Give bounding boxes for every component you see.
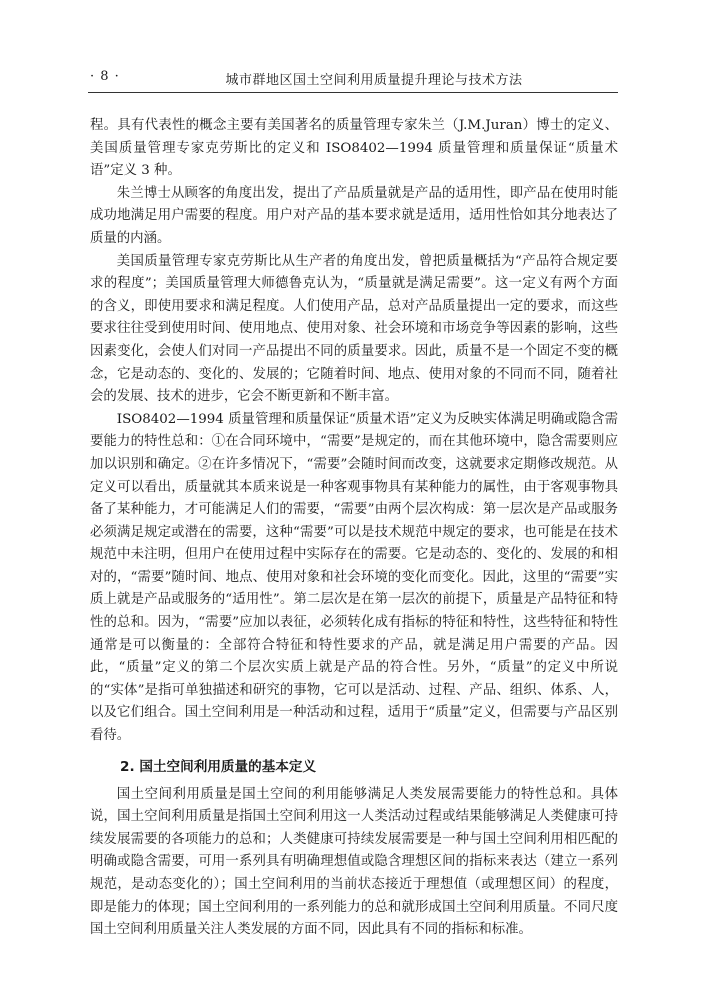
section-heading: 2. 国土空间利用质量的基本定义: [120, 758, 317, 775]
page-header: [90, 66, 618, 90]
paragraph-juran: 朱兰博士从顾客的角度出发，提出了产品质量就是产品的适用性，即产品在使用时能成功地满足用户需要的程度。用户对产品的基本要求就是适用，适用性恰如其分地表达了质量的内涵。: [90, 185, 618, 246]
paragraph-definition: 国土空间利用质量是国土空间的利用能够满足人类发展需要能力的特性总和。具体说，国土空间利用质量是指国土空间利用这一人类活动过程或结果能够满足人类健康可持续发展需要的各项能力的总和；人类健康可持续发展需要是一种与国土空间利用相匹配的明确或隐含需要，可用一系列具有明确理想值或隐含理想区间的指标来表达（建立一系列规范，是动态变化的）；国土空间利用的当前状态接近于理想值（或理想区间）的程度，即是能力的体现；国土空间利用的一系列能力的总和就形成国土空间利用质量。不同尺度国土空间利用质量关注人类发展的方面不同，因此具有不同的指标和标准。: [90, 786, 618, 938]
paragraph-continuation: 程。具有代表性的概念主要有美国著名的质量管理专家朱兰（J.M.Juran）博士的定义、美国质量管理专家克劳斯比的定义和 ISO8402—1994 质量管理和质量保证“质量术语”定义 3 种。: [90, 118, 618, 179]
paragraph-crosby: 美国质量管理专家克劳斯比从生产者的角度出发，曾把质量概括为“产品符合规定要求的程度”；美国质量管理大师德鲁克认为，“质量就是满足需要”。这一定义有两个方面的含义，即使用要求和满足程度。人们使用产品，总对产品质量提出一定的要求，而这些要求往往受到使用时间、使用地点、使用对象、社会环境和市场竞争等因素的影响，这些因素变化，会使人们对同一产品提出不同的质量要求。因此，质量不是一个固定不变的概念，它是动态的、变化的、发展的；它随着时间、地点、使用对象的不同而不同，随着社会的发展、技术的进步，它会不断更新和不断丰富。: [90, 253, 618, 405]
body-text: [90, 115, 618, 942]
page-number: · 8 ·: [90, 69, 120, 84]
header-rule: [88, 92, 618, 93]
paragraph-iso8402: ISO8402—1994 质量管理和质量保证“质量术语”定义为反映实体满足明确或隐含需要能力的特性总和：①在合同环境中，“需要”是规定的，而在其他环境中，隐含需要则应加以识别和确定。②在许多情况下，“需要”会随时间而改变，这就要求定期修改规范。从定义可以看出，质量就其本质来说是一种客观事物具有某种能力的属性，由于客观事物具备了某种能力，才可能满足人们的需要，“需要”由两个层次构成：第一层次是产品或服务必须满足规定或潜在的需要，这种“需要”可以是技术规范中规定的要求，也可能是在技术规范中未注明，但用户在使用过程中实际存在的需要。它是动态的、变化的、发展的和相对的，“需要”随时间、地点、使用对象和社会环境的变化而变化。因此，这里的“需要”实质上就是产品或服务的“适用性”。第二层次是在第一层次的前提下，质量是产品特征和特性的总和。因为，“需要”应加以表征，必须转化成有指标的特征和特性，这些特征和特性通常是可以衡量的：全部符合特征和特性要求的产品，就是满足用户需要的产品。因此，“质量”定义的第二个层次实质上就是产品的符合性。另外，“质量”的定义中所说的“实体”是指可单独描述和研究的事物，它可以是活动、过程、产品、组织、体系、人，以及它们组合。国土空间利用是一种活动和过程，适用于“质量”定义，但需要与产品区别看待。: [90, 411, 618, 744]
running-title: 城市群地区国土空间利用质量提升理论与技术方法: [225, 73, 523, 88]
